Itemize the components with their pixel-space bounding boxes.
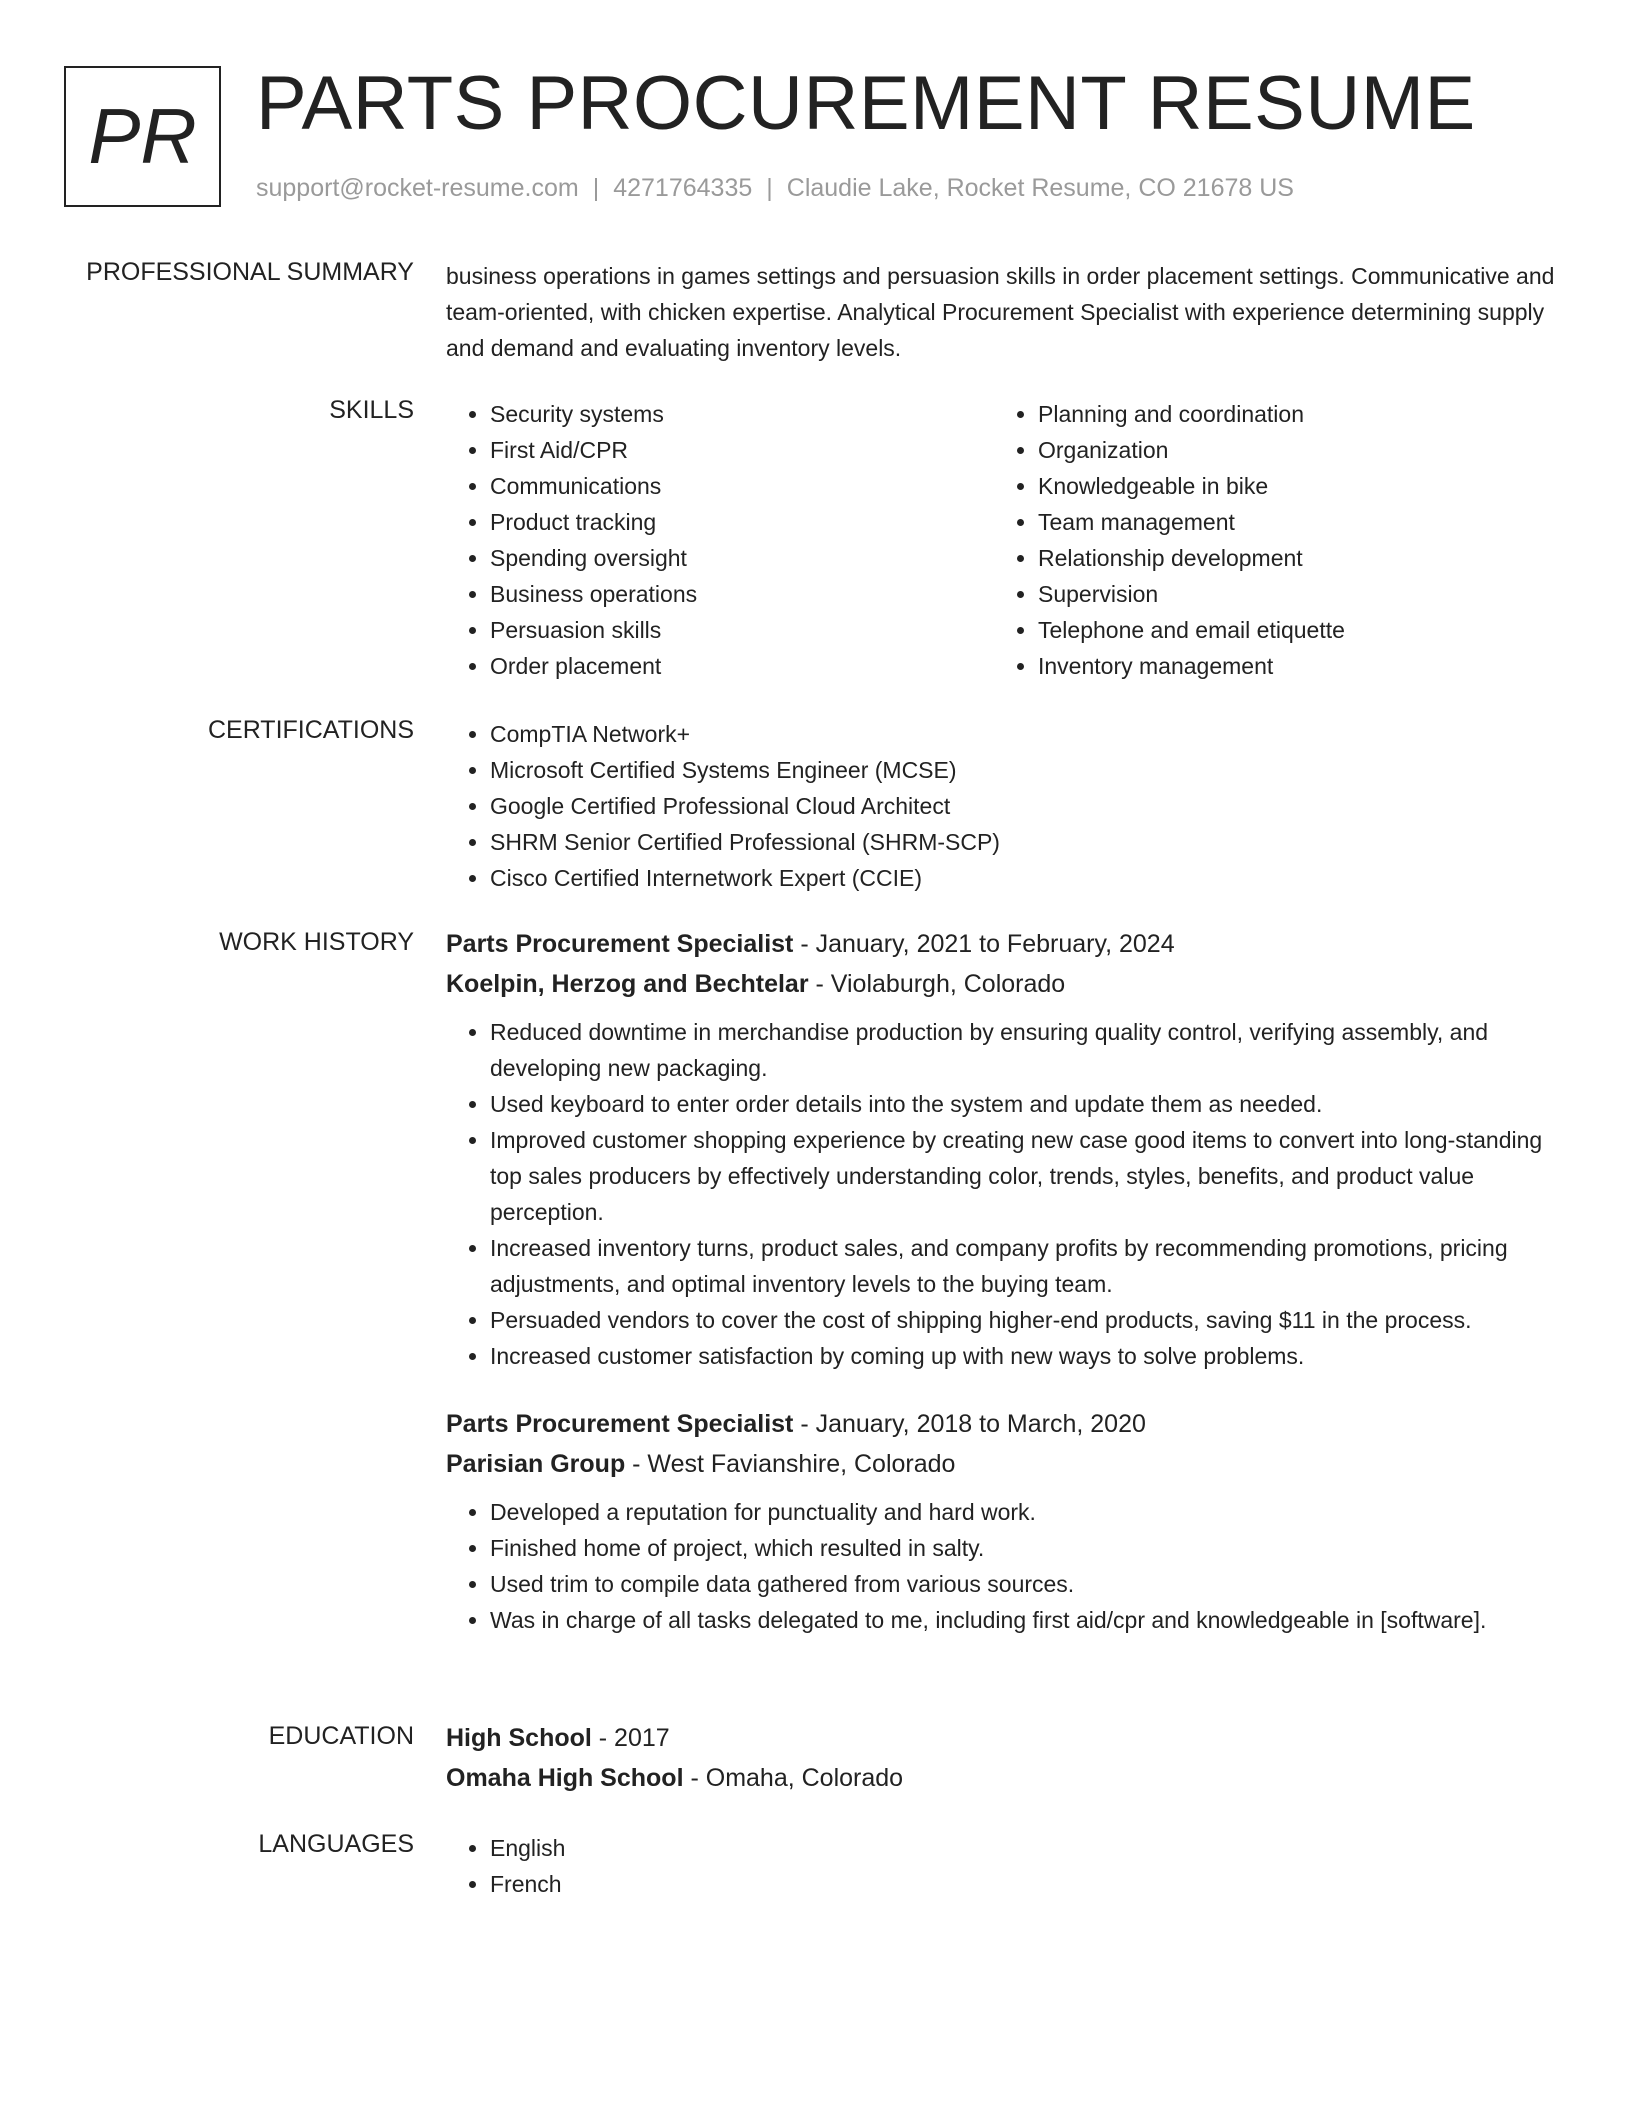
skill-item: • Communications — [490, 468, 994, 504]
skills-columns — [446, 396, 1556, 684]
education-location: - Omaha, Colorado — [683, 1764, 904, 1792]
job-bullet: • Was in charge of all tasks delegated to me, including first aid/cpr and knowledgeable in [software]. — [490, 1602, 1556, 1638]
job-dates: - January, 2018 to March, 2020 — [793, 1410, 1146, 1438]
contact-line — [256, 174, 1294, 203]
certification-item: • Google Certified Professional Cloud Architect — [490, 788, 1556, 824]
work-history-content — [446, 924, 1556, 1638]
summary-content — [446, 258, 1556, 366]
education-degree-line — [446, 1718, 1556, 1758]
contact-phone[interactable]: 4271764335 — [613, 174, 753, 202]
section-label-work-history: WORK HISTORY — [219, 928, 414, 956]
job-company: Parisian Group — [446, 1450, 626, 1478]
skill-item: • Knowledgeable in bike — [1038, 468, 1542, 504]
job-bullets — [446, 1494, 1556, 1638]
languages-content — [446, 1830, 1556, 1902]
education-degree: High School — [446, 1724, 592, 1752]
job-title-line — [446, 924, 1556, 964]
skill-item: • Product tracking — [490, 504, 994, 540]
job-location: - Violaburgh, Colorado — [808, 970, 1066, 998]
section-label-certifications: CERTIFICATIONS — [207, 716, 414, 744]
section-label-skills: SKILLS — [329, 396, 414, 424]
job-location: - West Favianshire, Colorado — [625, 1450, 956, 1478]
certifications-list — [446, 716, 1556, 896]
skill-item: • First Aid/CPR — [490, 432, 994, 468]
skills-list-right — [994, 396, 1542, 684]
job-company: Koelpin, Herzog and Bechtelar — [446, 970, 809, 998]
skills-content — [446, 396, 1556, 684]
contact-separator: | — [766, 174, 773, 202]
skills-list-left — [446, 396, 994, 684]
job-bullet: • Persuaded vendors to cover the cost of shipping higher-end products, saving $11 in the process. — [490, 1302, 1556, 1338]
skill-item: • Inventory management — [1038, 648, 1542, 684]
certification-item: • SHRM Senior Certified Professional (SHRM-SCP) — [490, 824, 1556, 860]
languages-list — [446, 1830, 1556, 1902]
skill-item: • Telephone and email etiquette — [1038, 612, 1542, 648]
monogram-badge: PR — [64, 66, 221, 207]
job-entry — [446, 924, 1556, 1374]
section-label-education: EDUCATION — [268, 1722, 414, 1750]
job-company-line — [446, 1444, 1556, 1484]
education-school-line — [446, 1758, 1556, 1798]
skill-item: • Planning and coordination — [1038, 396, 1542, 432]
summary-text: business operations in games settings and persuasion skills in order placement settings. Communicative and team-oriented, with chicken expertise. Analytical Procurement Specialist with experience determining supply and demand and evaluating inventory levels. — [446, 263, 1555, 361]
skill-item: • Security systems — [490, 396, 994, 432]
job-title: Parts Procurement Specialist — [446, 1410, 794, 1438]
job-bullet: • Developed a reputation for punctuality and hard work. — [490, 1494, 1556, 1530]
resume-title: PARTS PROCUREMENT RESUME — [256, 61, 1476, 146]
job-bullet: • Used keyboard to enter order details into the system and update them as needed. — [490, 1086, 1556, 1122]
skill-item: • Relationship development — [1038, 540, 1542, 576]
certification-item: • Microsoft Certified Systems Engineer (MCSE) — [490, 752, 1556, 788]
skill-item: • Business operations — [490, 576, 994, 612]
job-bullet: • Reduced downtime in merchandise production by ensuring quality control, verifying assembly, and developing new packaging. — [490, 1014, 1556, 1086]
skill-item: • Spending oversight — [490, 540, 994, 576]
certifications-content — [446, 716, 1556, 896]
contact-separator: | — [592, 174, 600, 202]
language-item: • French — [490, 1866, 1556, 1902]
job-entry — [446, 1404, 1556, 1638]
education-school: Omaha High School — [446, 1764, 684, 1792]
job-bullet: • Increased customer satisfaction by coming up with new ways to solve problems. — [490, 1338, 1556, 1374]
job-dates: - January, 2021 to February, 2024 — [793, 930, 1175, 958]
job-bullets — [446, 1014, 1556, 1374]
certification-item: • Cisco Certified Internetwork Expert (CCIE) — [490, 860, 1556, 896]
language-item: • English — [490, 1830, 1556, 1866]
job-company-line — [446, 964, 1556, 1004]
skill-item: • Organization — [1038, 432, 1542, 468]
job-bullet: • Improved customer shopping experience by creating new case good items to convert into long-standing top sales producers by effectively understanding color, trends, styles, benefits, and product value perception. — [490, 1122, 1556, 1230]
skill-item: • Supervision — [1038, 576, 1542, 612]
education-year: - 2017 — [591, 1724, 670, 1752]
section-label-languages: LANGUAGES — [258, 1830, 414, 1858]
section-label-summary: PROFESSIONAL SUMMARY — [86, 258, 414, 286]
skill-item: • Order placement — [490, 648, 994, 684]
skill-item: • Persuasion skills — [490, 612, 994, 648]
job-title-line — [446, 1404, 1556, 1444]
job-bullet: • Used trim to compile data gathered from various sources. — [490, 1566, 1556, 1602]
education-content — [446, 1718, 1556, 1798]
resume-header — [64, 61, 1574, 214]
job-bullet: • Increased inventory turns, product sales, and company profits by recommending promotions, pricing adjustments, and optimal inventory levels to the buying team. — [490, 1230, 1556, 1302]
contact-email[interactable]: support@rocket-resume.com — [256, 174, 579, 202]
contact-address: Claudie Lake, Rocket Resume, CO 21678 US — [786, 174, 1294, 202]
skill-item: • Team management — [1038, 504, 1542, 540]
job-title: Parts Procurement Specialist — [446, 930, 794, 958]
job-bullet: • Finished home of project, which resulted in salty. — [490, 1530, 1556, 1566]
certification-item: • CompTIA Network+ — [490, 716, 1556, 752]
